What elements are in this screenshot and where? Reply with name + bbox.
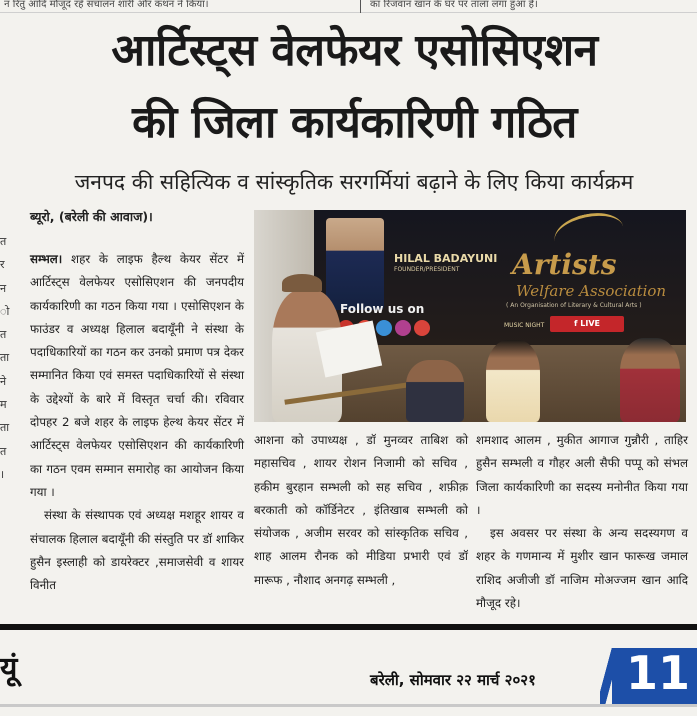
article-paragraph: इस अवसर पर संस्था के अन्य सदस्यगण व शहर के गणमान्य में मुशीर खान फारूख जमाल राशिद अजीजी डॉ नाजिम मोअज्जम खान आदि मौजूद रहे। xyxy=(476,526,688,611)
seated-figure xyxy=(406,360,464,422)
edge-fragment: ो xyxy=(0,304,10,318)
seated-figure xyxy=(620,338,680,422)
logo-title: Artists xyxy=(512,248,617,281)
edge-fragment: ता xyxy=(0,421,10,435)
instagram-icon xyxy=(395,320,411,336)
edge-fragment: ता xyxy=(0,351,10,365)
article-paragraph: आशना को उपाध्यक्ष , डॉ मुनव्वर ताबिश को महासचिव , शायर रोशन निजामी को सचिव , हकीम बुरहान सम्भली को सह सचिव , शफ़ीक़ बरकाती को कॉर्डिनेटर , इंतिखाब सम्भली को संयोजक , अजीम सरवर को सांस्कृतिक सचिव , शाह आलम रौनक को मीडिया प्रभारी एवं डॉ मारूफ , नौशाद अनगढ़ सम्भली , xyxy=(254,433,468,587)
page-footer xyxy=(0,624,697,716)
masthead-fragment: यूं xyxy=(0,651,18,686)
article-column-3 xyxy=(476,429,688,615)
banner-follow-text: Follow us on xyxy=(340,302,425,316)
headline-line-1: आर्टिस्ट्स वेलफेयर एसोसिएशन xyxy=(111,25,598,76)
article-column-2 xyxy=(254,429,468,592)
column-divider xyxy=(360,0,361,13)
music-night-text: MUSIC NIGHT xyxy=(504,322,545,329)
edge-fragment: त xyxy=(0,328,7,342)
article-paragraph: शमशाद आलम , मुकीत आगाज गुन्नौरी , ताहिर हुसैन सम्भली व गौहर अली सैफी पप्पू को संभल जिला कार्यकारिणी का सदस्य मनोनीत किया गया । xyxy=(476,433,688,517)
dateline-city: सम्भल। xyxy=(30,252,63,266)
banner-name: HILAL BADAYUNI xyxy=(394,252,498,265)
previous-article-right-text: का रिजवान खान के घर पर ताला लगा हुआ है। xyxy=(370,0,538,10)
event-photo xyxy=(254,210,686,422)
previous-article-left-text: न रितु आदि मौजूद रहे संचालन शारी और कथन ने किया। xyxy=(4,0,209,10)
seated-figure xyxy=(486,340,540,422)
headline-line-2: की जिला कार्यकारिणी गठित xyxy=(132,97,577,148)
logo-tagline: ( An Organisation of Literary & Cultural Arts ) xyxy=(506,302,642,309)
page-number: 11 xyxy=(626,646,691,700)
paragraph-text: शहर के लाइफ हैल्थ केयर सेंटर में आर्टिस्ट्स वेलफेयर एसोसिएशन की जनपदीय कार्यकारिणी का गठन किया गया । एसोसिएशन के फाउंडर व अध्यक्ष हिलाल बदायूँनी ने संस्था के पदाधिकारियों का गठन कर उनको प्रमाण पत्र देकर सम्मानित किया एवं समस्त पदाधिकारियों से संस्था के उद्देश्यों के बारे में विस्तृत चर्चा की। रविवार दोपहर 2 बजे शहर के लाइफ हेल्थ केयर सेंटर में आर्टिस्ट्स वेलफेयर एसोसिएशन की कार्यकारिणी का गठन एवम सम्मान समारोह का आयोजन किया गया । xyxy=(30,252,244,499)
banner-role: FOUNDER/PRESIDENT xyxy=(394,266,460,273)
footer-rule xyxy=(0,704,697,707)
speaker-cap xyxy=(282,274,322,292)
edge-fragment: । xyxy=(0,467,5,481)
article-paragraph xyxy=(30,248,244,504)
edge-fragment: न xyxy=(0,281,7,295)
banner-portrait xyxy=(326,218,384,310)
footer-dateline: बरेली, सोमवार २२ मार्च २०२१ xyxy=(370,671,536,689)
edge-fragment: त xyxy=(0,444,7,458)
twitter-icon xyxy=(376,320,392,336)
article-column-1 xyxy=(30,248,244,597)
edge-fragment: म xyxy=(0,398,7,412)
live-badge: f LIVE xyxy=(550,316,624,332)
article-paragraph: संस्था के संस्थापक एवं अध्यक्ष मशहूर शायर व संचालक हिलाल बदायूँनी की संस्तुति पर डॉ शाकिर हुसैन इस्लाही को डायरेक्टर ,समाजसेवी व शायर विनीत xyxy=(30,508,244,593)
byline: ब्यूरो, (बरेली की आवाज)। xyxy=(30,209,153,224)
adjacent-column-fragments xyxy=(0,230,12,590)
page-number-box xyxy=(612,648,697,704)
google-icon xyxy=(414,320,430,336)
previous-article-strip xyxy=(0,0,697,13)
edge-fragment: र xyxy=(0,258,5,272)
edge-fragment: ने xyxy=(0,374,7,388)
edge-fragment: त xyxy=(0,235,7,248)
logo-subtitle: Welfare Association xyxy=(516,282,667,300)
sub-headline: जनपद की सहित्यिक व सांस्कृतिक सरगर्मियां बढ़ाने के लिए किया कार्यक्रम xyxy=(74,170,634,194)
